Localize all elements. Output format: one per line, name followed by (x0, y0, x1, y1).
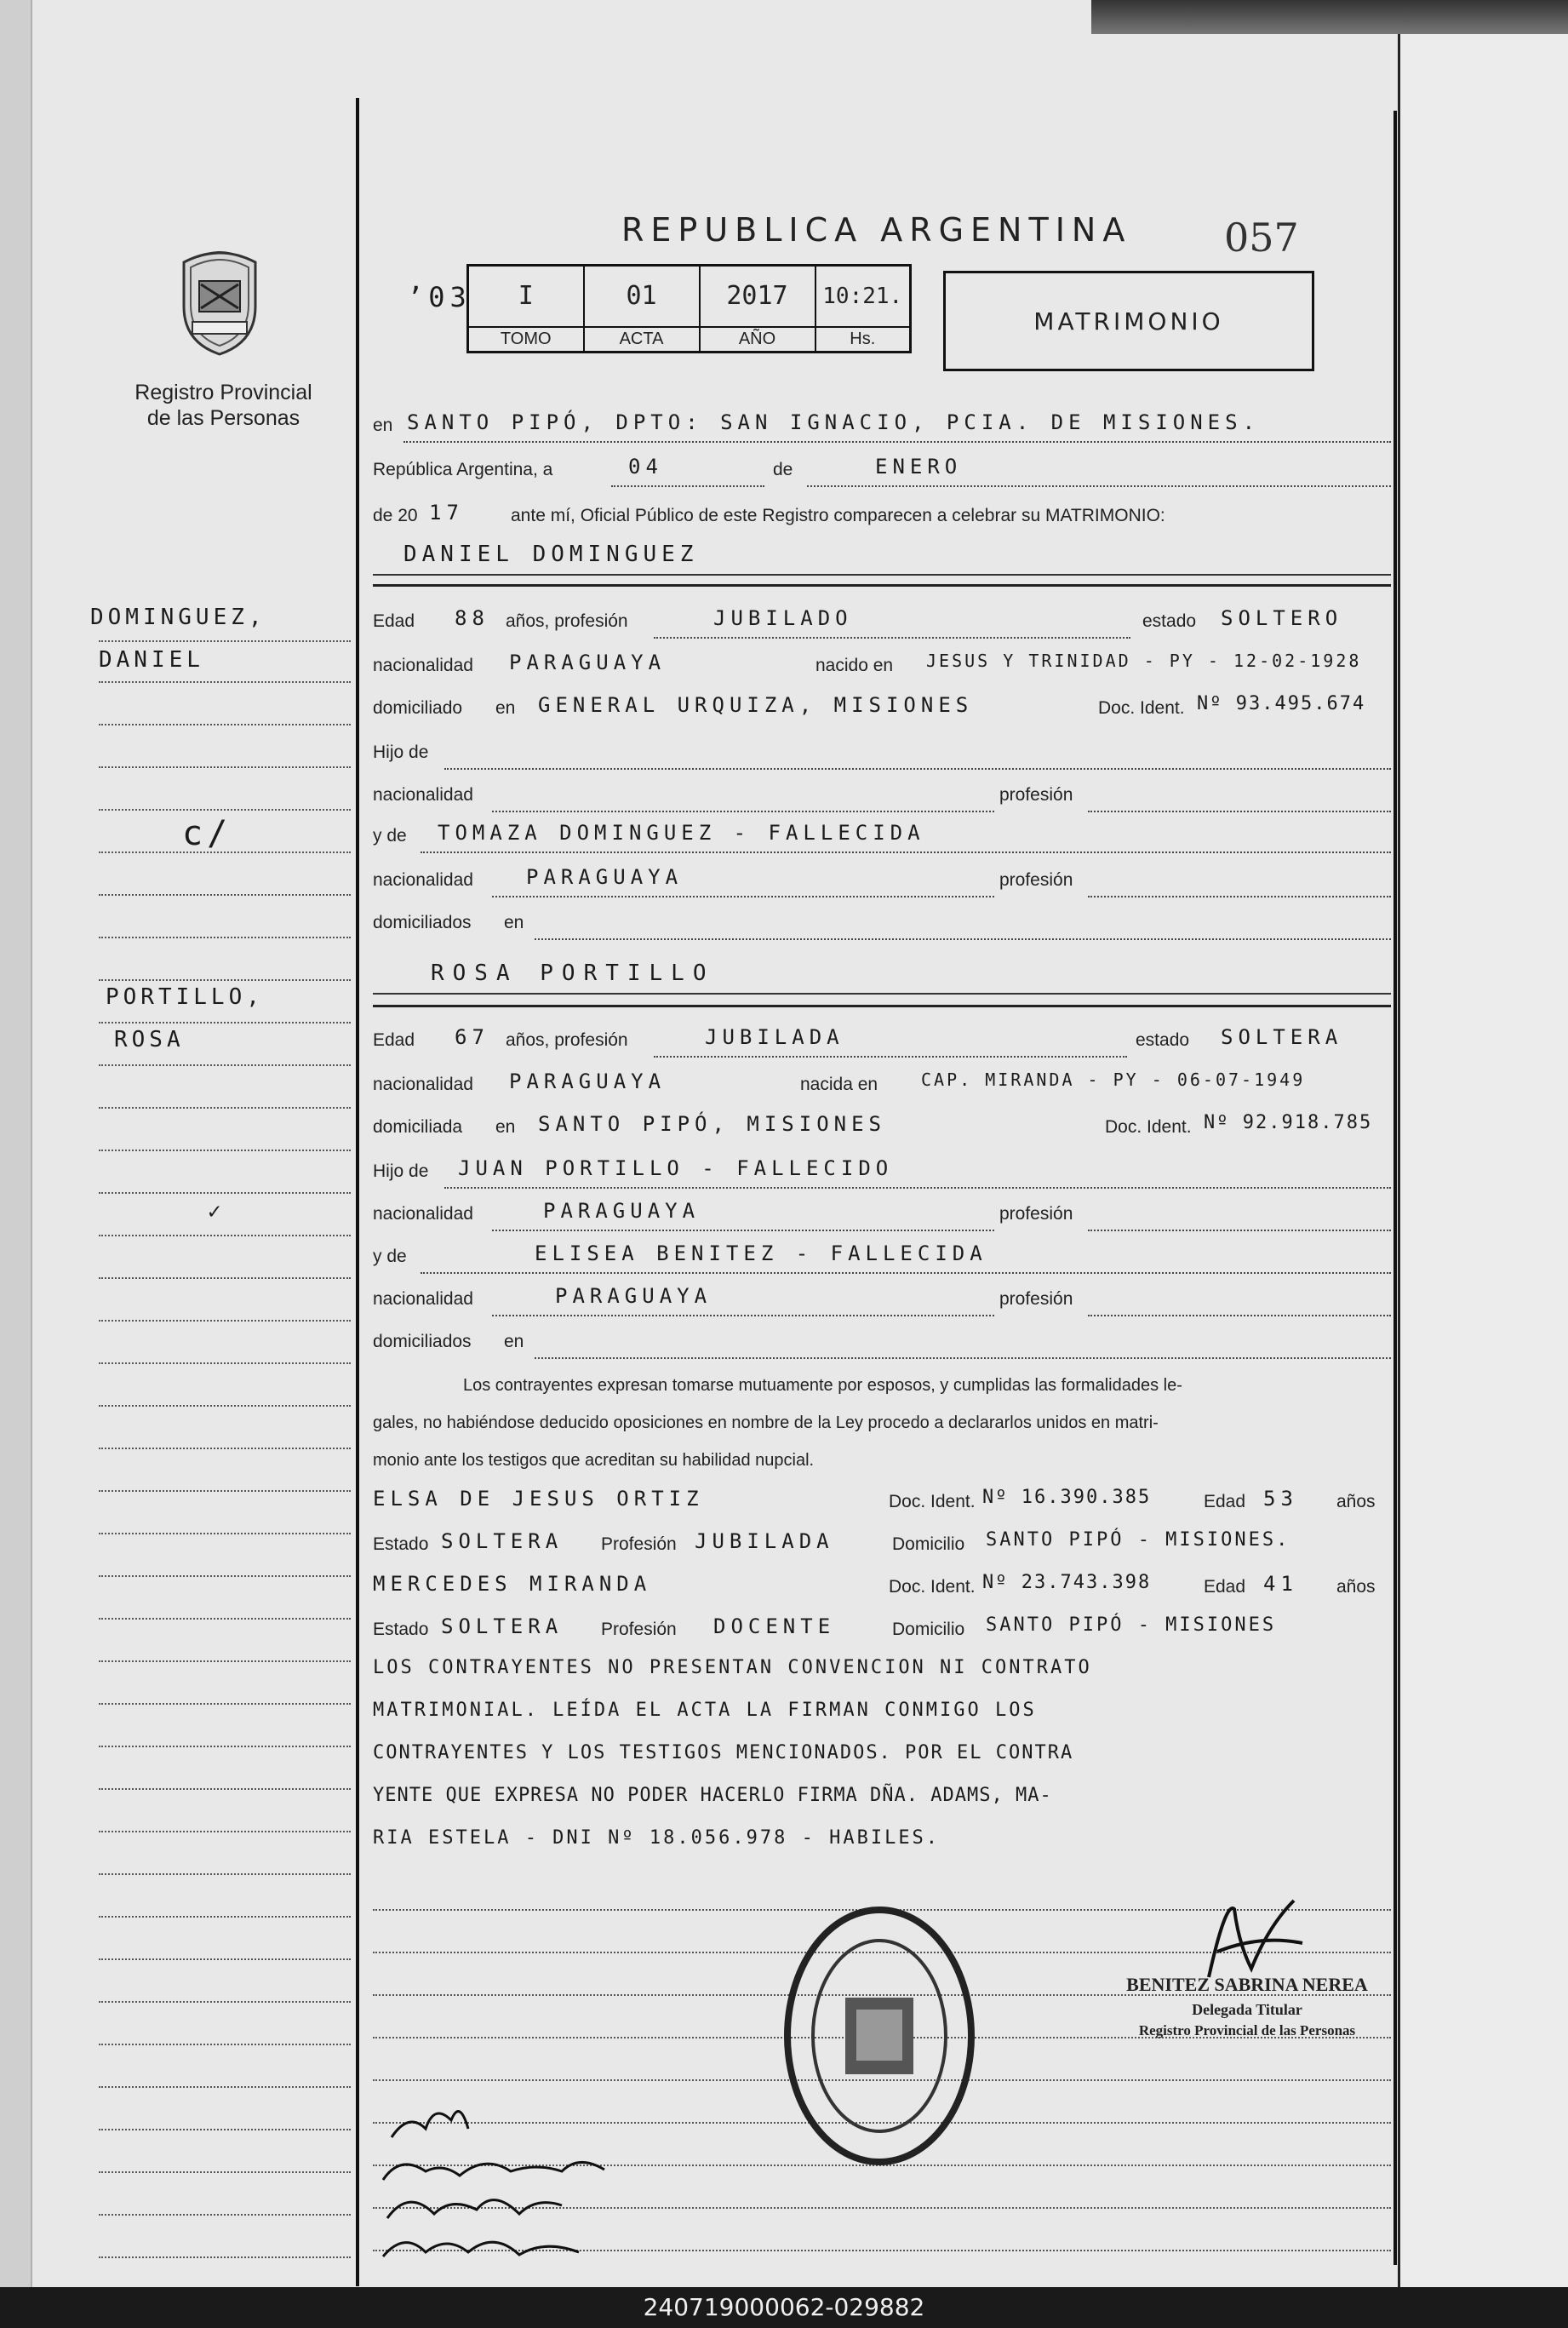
witness1-doc: Nº 16.390.385 (982, 1487, 1152, 1508)
acta-value: 01 (584, 266, 700, 327)
handwritten-mark: ʼ03 (407, 281, 472, 313)
tomo-label: TOMO (468, 327, 584, 353)
official-name: BENITEZ SABRINA NEREA (1126, 1974, 1368, 1995)
notes-line-1: LOS CONTRAYENTES NO PRESENTAN CONVENCION NI CONTRATO (373, 1657, 1092, 1678)
witness1-address: SANTO PIPÓ - MISIONES. (986, 1529, 1290, 1551)
bride-birthplace: CAP. MIRANDA - PY - 06-07-1949 (921, 1069, 1306, 1090)
margin-groom-surname: DOMINGUEZ, (90, 605, 266, 630)
tomo-value: I (468, 266, 584, 327)
place-row: en SANTO PIPÓ, DPTO: SAN IGNACIO, PCIA. DE MISIONES. (373, 416, 1391, 444)
witness1-name: ELSA DE JESUS ORTIZ (373, 1487, 704, 1511)
groom-status: SOLTERO (1221, 606, 1343, 630)
party-signatures-icon (375, 2103, 647, 2274)
bride-name-row (373, 960, 1391, 995)
groom-mother-nationality: PARAGUAYA (526, 865, 684, 889)
bride-profession: JUBILADA (705, 1025, 844, 1049)
acta-label: ACTA (584, 327, 700, 353)
groom-birthplace: JESUS Y TRINIDAD - PY - 12-02-1928 (926, 651, 1362, 671)
hs-value: 10:21. (815, 266, 911, 327)
scan-id-footer: 240719000062-029882 (643, 2293, 925, 2321)
groom-father-nat-row: nacionalidad profesión (373, 785, 1391, 814)
witness2-profession: DOCENTE (713, 1614, 836, 1638)
official-office: Registro Provincial de las Personas (1138, 2022, 1356, 2038)
margin-divider (356, 98, 359, 2286)
witness2-details-row: Estado SOLTERA Profesión DOCENTE Domicilio SANTO PIPÓ - MISIONES (373, 1614, 1277, 1639)
groom-name-row (373, 542, 1391, 576)
bride-status: SOLTERA (1221, 1025, 1343, 1049)
official-signature-icon (1192, 1892, 1311, 1986)
groom-doc: Nº 93.495.674 (1197, 693, 1366, 714)
groom-nationality-row: nacionalidad PARAGUAYA nacido en JESUS Y TRINIDAD - PY - 12-02-1928 (373, 651, 1362, 675)
bride-nationality-row: nacionalidad PARAGUAYA nacida en CAP. MIRANDA - PY - 06-07-1949 (373, 1069, 1306, 1094)
registry-name-line-1: Registro Provincial (134, 381, 312, 404)
margin-tick: ✓ (208, 1199, 226, 1224)
bride-nationality: PARAGUAYA (509, 1069, 667, 1093)
year-value: 17 (429, 501, 464, 525)
month-value: ENERO (875, 455, 963, 479)
groom-name: DANIEL DOMINGUEZ (403, 542, 699, 567)
registry-name (111, 380, 336, 431)
groom-parents-address-row: domiciliados en (373, 913, 1391, 942)
margin-bride-name: ROSA (114, 1027, 185, 1052)
notes-line-4: YENTE QUE EXPRESA NO PODER HACERLO FIRMA DÑA. ADAMS, MA- (373, 1785, 1052, 1806)
margin-bride-surname: PORTILLO, (106, 984, 264, 1010)
bride-parents-address-row: domiciliados en (373, 1332, 1391, 1361)
record-table (466, 264, 912, 353)
registry-name-line-2: de las Personas (146, 406, 300, 430)
hs-label: Hs. (815, 327, 911, 353)
bride-mother-nat-row: nacionalidad PARAGUAYA profesión (373, 1289, 1391, 1318)
place-value: SANTO PIPÓ, DPTO: SAN IGNACIO, PCIA. DE MISIONES. (407, 410, 1261, 434)
bride-age-row: Edad 67 años, profesión JUBILADA estado SOLTERA (373, 1030, 1391, 1059)
official-stamp-icon (781, 1904, 977, 2168)
bride-mother: ELISEA BENITEZ - FALLECIDA (535, 1241, 987, 1265)
year-row: de 20 17 ante mí, Oficial Público de este Registro comparecen a celebrar su MATRIMONIO: (373, 501, 1165, 525)
act-number: 057 (1224, 215, 1299, 261)
witness1-status: SOLTERA (441, 1529, 564, 1553)
book-binding-edge (0, 0, 32, 2287)
bride-doc: Nº 92.918.785 (1204, 1112, 1373, 1133)
declaration-line-1: Los contrayentes expresan tomarse mutuamente por esposos, y cumplidas las formalidades le- (463, 1376, 1182, 1395)
bride-address: SANTO PIPÓ, MISIONES (538, 1112, 886, 1136)
witness2-row: MERCEDES MIRANDA Doc. Ident. Nº 23.743.398 Edad 41 años (373, 1572, 1376, 1597)
witness1-row: ELSA DE JESUS ORTIZ Doc. Ident. Nº 16.390.385 Edad 53 años (373, 1487, 1376, 1511)
bride-father-row: Hijo de JUAN PORTILLO - FALLECIDO (373, 1161, 1391, 1190)
declaration-line-3: monio ante los testigos que acreditan su habilidad nupcial. (373, 1451, 815, 1470)
anio-value: 2017 (700, 266, 815, 327)
witness2-address: SANTO PIPÓ - MISIONES (986, 1614, 1277, 1636)
document-type-box: MATRIMONIO (943, 271, 1314, 371)
bride-father-nat-row: nacionalidad PARAGUAYA profesión (373, 1204, 1391, 1233)
notes-line-3: CONTRAYENTES Y LOS TESTIGOS MENCIONADOS. POR EL CONTRA (373, 1742, 1074, 1763)
witness2-status: SOLTERA (441, 1614, 564, 1638)
bride-mother-row: y de ELISEA BENITEZ - FALLECIDA (373, 1247, 1391, 1276)
groom-age: 88 (455, 606, 489, 630)
groom-mother: TOMAZA DOMINGUEZ - FALLECIDA (438, 821, 925, 845)
anio-label: AÑO (700, 327, 815, 353)
declaration-line-2: gales, no habiéndose deducido oposiciones en nombre de la Ley procedo a declararlos unidos en matri- (373, 1413, 1159, 1432)
groom-nationality: PARAGUAYA (509, 651, 667, 674)
official-title: Delegada Titular (1192, 2001, 1302, 2018)
groom-mother-nat-row: nacionalidad PARAGUAYA profesión (373, 870, 1391, 899)
witness2-name: MERCEDES MIRANDA (373, 1572, 652, 1596)
margin-groom-name: DANIEL (99, 647, 204, 673)
notes-line-5: RIA ESTELA - DNI Nº 18.056.978 - HABILES. (373, 1827, 941, 1849)
margin-con: c/ (182, 814, 232, 853)
bride-name: ROSA PORTILLO (431, 960, 715, 986)
provincial-seal-icon (167, 247, 272, 358)
bride-father-nationality: PARAGUAYA (543, 1199, 701, 1223)
groom-mother-row: y de TOMAZA DOMINGUEZ - FALLECIDA (373, 826, 1391, 855)
bride-address-row: domiciliada en SANTO PIPÓ, MISIONES Doc. Ident. Nº 92.918.785 (373, 1112, 1373, 1137)
bride-mother-nationality: PARAGUAYA (555, 1284, 712, 1308)
day-value: 04 (628, 455, 663, 479)
witness1-details-row: Estado SOLTERA Profesión JUBILADA Domicilio SANTO PIPÓ - MISIONES. (373, 1529, 1290, 1554)
groom-age-row: Edad 88 años, profesión JUBILADO estado SOLTERO (373, 611, 1391, 640)
witness1-age: 53 (1263, 1487, 1298, 1511)
page-right-margin (1398, 0, 1568, 2287)
witness2-doc: Nº 23.743.398 (982, 1572, 1152, 1593)
notes-line-2: MATRIMONIAL. LEÍDA EL ACTA LA FIRMAN CONMIGO LOS (373, 1700, 1037, 1721)
groom-address-row: domiciliado en GENERAL URQUIZA, MISIONES Doc. Ident. Nº 93.495.674 (373, 693, 1366, 718)
official-signature-block (1107, 1974, 1388, 2039)
bride-father: JUAN PORTILLO - FALLECIDO (458, 1156, 894, 1180)
witness2-age: 41 (1263, 1572, 1298, 1596)
witness1-profession: JUBILADA (695, 1529, 834, 1553)
country-title: REPUBLICA ARGENTINA (621, 211, 1132, 249)
scan-shadow (1091, 0, 1568, 34)
right-border-line (1393, 111, 1397, 2265)
groom-profession: JUBILADO (713, 606, 853, 630)
groom-address: GENERAL URQUIZA, MISIONES (538, 693, 974, 717)
date-row: República Argentina, a 04 de ENERO (373, 460, 1391, 489)
groom-father-row: Hijo de (373, 743, 1391, 771)
bride-age: 67 (455, 1025, 489, 1049)
